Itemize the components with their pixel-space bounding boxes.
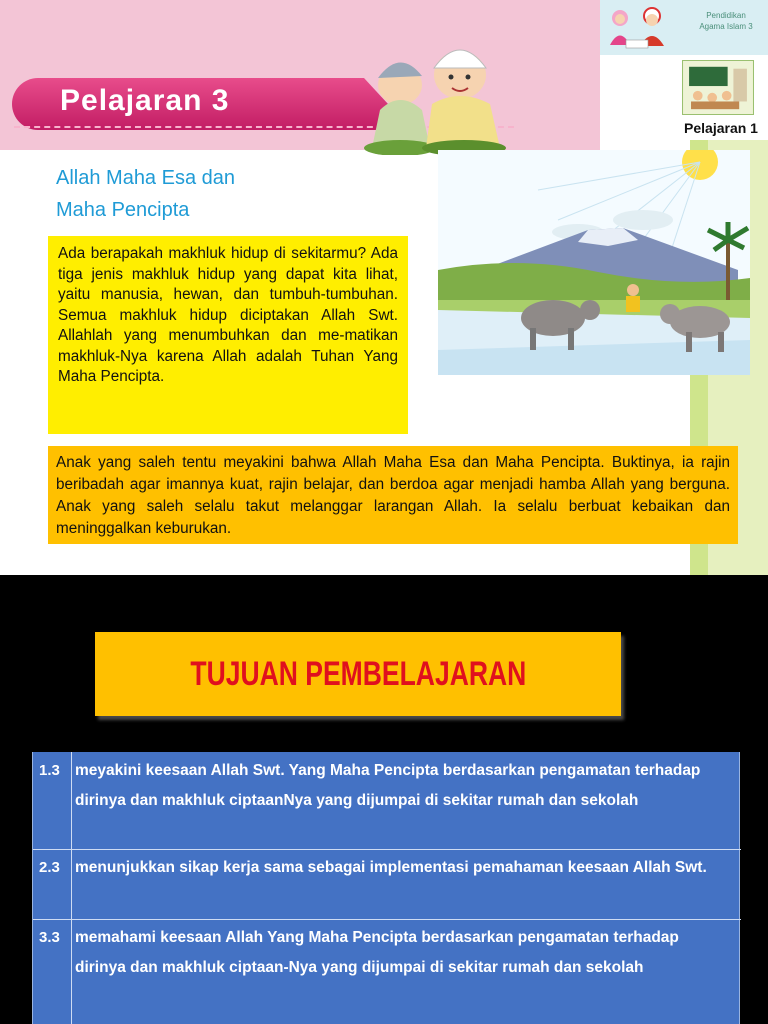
objective-number: 1.3 <box>39 762 60 779</box>
row-divider <box>33 849 741 850</box>
objective-text: memahami keesaan Allah Yang Maha Pencipta berdasarkan pengamatan terhadap dirinya dan makhluk ciptaan-Nya yang dijumpai di sekitar rumah dan sekolah <box>75 929 679 976</box>
objectives-table <box>32 752 740 1024</box>
reading-kids-illustration <box>600 0 680 55</box>
objective-text: menunjukkan sikap kerja sama sebagai implementasi pemahaman keesaan Allah Swt. <box>75 859 707 876</box>
objectives-title-banner <box>95 632 621 716</box>
row-divider <box>33 919 741 920</box>
topic-heading <box>56 162 235 226</box>
topic-line-1: Allah Maha Esa dan <box>56 167 236 189</box>
objective-number: 2.3 <box>39 859 60 876</box>
classroom-thumbnail <box>682 60 754 115</box>
side-lesson-label[interactable]: Pelajaran 1 <box>684 120 758 136</box>
column-divider <box>71 752 72 1024</box>
summary-text-box: Anak yang saleh tentu meyakini bahwa Allah Maha Esa dan Maha Pencipta. Buktinya, ia rajin beribadah agar imannya kuat, rajin belajar, dan berdoa agar menjadi hamba Allah yang berguna. Anak yang saleh selalu takut melanggar larangan Allah. Ia selalu berbuat kebaikan dan meninggalkan keburukan. <box>48 446 738 544</box>
objective-number: 3.3 <box>39 929 60 946</box>
intro-text-box: Ada berapakah makhluk hidup di sekitarmu? Ada tiga jenis makhluk hidup yang dapat kita lihat, yaitu manusia, hewan, dan tumbuh-tumbuhan. Semua makhluk hidup diciptakan Allah Swt. Allahlah yang menumbuhkan dan me-matikan makhluk-Nya karena Allah adalah Tuhan Yang Maha Pencipta. <box>48 236 408 434</box>
book-title: Pendidikan Agama Islam 3 <box>699 11 753 31</box>
landscape-buffalo-illustration <box>438 150 750 375</box>
topic-line-2: Maha Pencipta <box>56 199 190 221</box>
objectives-title: TUJUAN PEMBELAJARAN <box>190 654 526 693</box>
objective-text: meyakini keesaan Allah Swt. Yang Maha Pencipta berdasarkan pengamatan terhadap dirinya dan makhluk ciptaanNya yang dijumpai di sekitar rumah dan sekolah <box>75 762 701 809</box>
two-boys-illustration <box>350 30 510 155</box>
lesson-title: Pelajaran 3 <box>60 84 230 117</box>
